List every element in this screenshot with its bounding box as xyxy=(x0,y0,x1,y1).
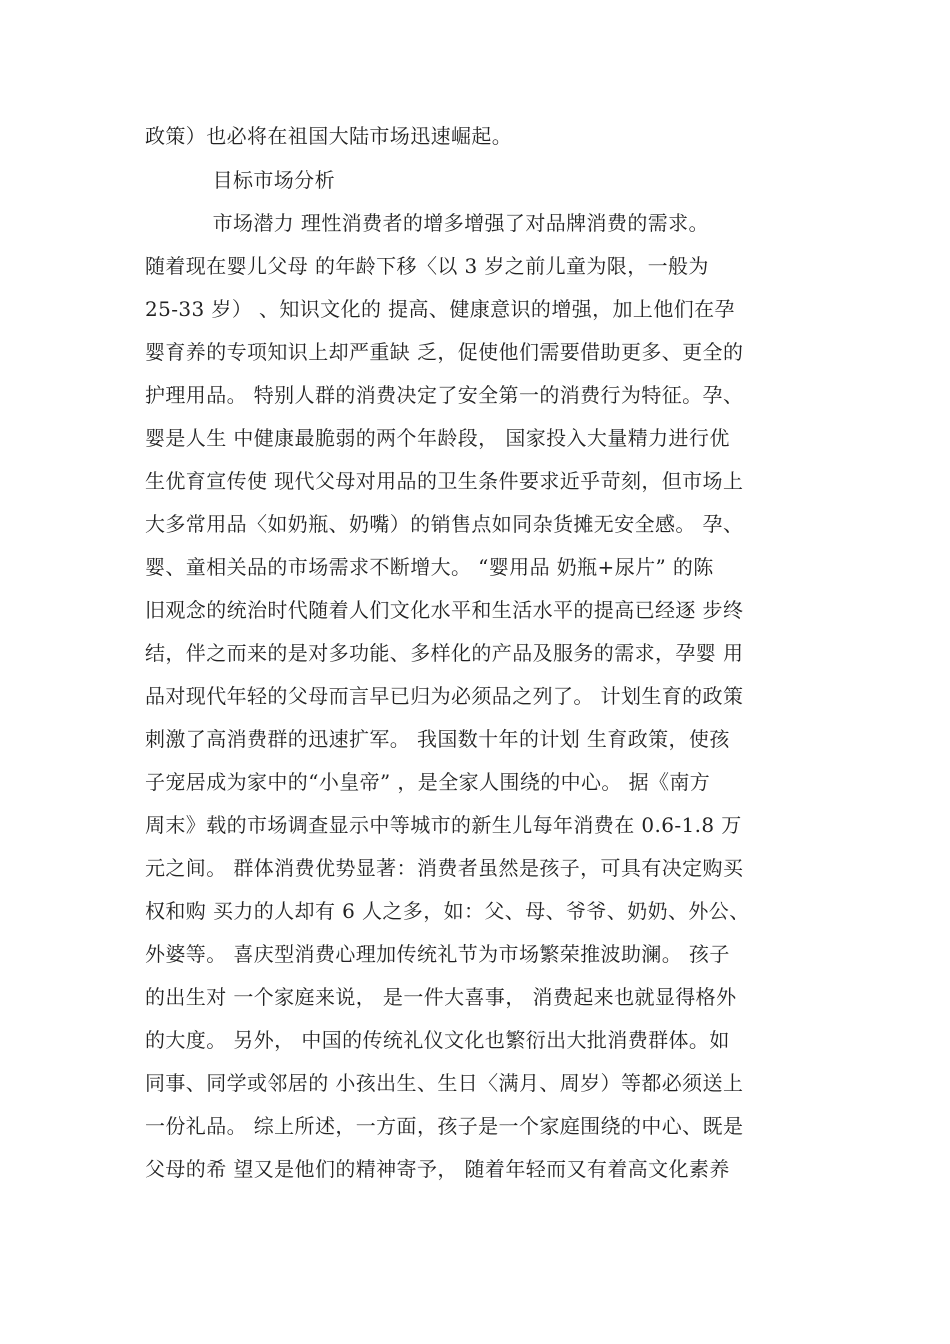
text-line-24: 一份礼品。 综上所述，一方面，孩子是一个家庭围绕的中心、既是 xyxy=(145,1114,744,1138)
text-line-18: 元之间。 群体消费优势显著：消费者虽然是孩子，可具有决定购买 xyxy=(145,856,744,880)
text-line-4: 随着现在婴儿父母 的年龄下移〈以 3 岁之前儿童为限，一般为 xyxy=(145,254,709,278)
text-line-17: 周末》载的市场调查显示中等城市的新生儿每年消费在 0.6-1.8 万 xyxy=(145,813,742,837)
text-line-20: 外婆等。 喜庆型消费心理加传统礼节为市场繁荣推波助澜。 孩子 xyxy=(145,942,730,966)
text-line-6: 婴育养的专项知识上却严重缺 乏，促使他们需要借助更多、更全的 xyxy=(145,340,744,364)
text-line-5: 25-33 岁） 、知识文化的 提高、健康意识的增强，加上他们在孕 xyxy=(145,297,735,321)
text-line-10: 大多常用品〈如奶瓶、奶嘴）的销售点如同杂货摊无安全感。 孕、 xyxy=(145,512,744,536)
text-line-16: 子宠居成为家中的“小皇帝” ，是全家人围绕的中心。 据《南方 xyxy=(145,770,711,794)
text-line-12: 旧观念的统治时代随着人们文化水平和生活水平的提高已经逐 步终 xyxy=(145,598,744,622)
text-line-21: 的出生对 一个家庭来说， 是一件大喜事， 消费起来也就显得格外 xyxy=(145,985,737,1009)
text-line-8: 婴是人生 中健康最脆弱的两个年龄段， 国家投入大量精力进行优 xyxy=(145,426,730,450)
text-line-11: 婴、童相关品的市场需求不断增大。 “婴用品 奶瓶+尿片” 的陈 xyxy=(145,555,714,579)
text-line-7: 护理用品。 特别人群的消费决定了安全第一的消费行为特征。孕、 xyxy=(145,383,744,407)
text-line-22: 的大度。 另外， 中国的传统礼仪文化也繁衍出大批消费群体。如 xyxy=(145,1028,730,1052)
text-line-19: 权和购 买力的人却有 6 人之多，如：父、母、爷爷、奶奶、外公、 xyxy=(145,899,750,923)
text-line-25: 父母的希 望又是他们的精神寄予， 随着年轻而又有着高文化素养 xyxy=(145,1157,730,1181)
text-line-1: 政策）也必将在祖国大陆市场迅速崛起。 xyxy=(145,124,513,148)
section-heading: 目标市场分析 xyxy=(145,168,335,192)
text-line-14: 品对现代年轻的父母而言早已归为必须品之列了。 计划生育的政策 xyxy=(145,684,744,708)
text-line-13: 结，伴之而来的是对多功能、多样化的产品及服务的需求，孕婴 用 xyxy=(145,641,744,665)
text-line-9: 生优育宣传使 现代父母对用品的卫生条件要求近乎苛刻，但市场上 xyxy=(145,469,744,493)
text-line-3: 市场潜力 理性消费者的增多增强了对品牌消费的需求。 xyxy=(145,211,709,235)
text-line-23: 同事、同学或邻居的 小孩出生、生日〈满月、周岁）等都必须送上 xyxy=(145,1071,744,1095)
text-line-15: 刺激了高消费群的迅速扩军。 我国数十年的计划 生育政策，使孩 xyxy=(145,727,730,751)
